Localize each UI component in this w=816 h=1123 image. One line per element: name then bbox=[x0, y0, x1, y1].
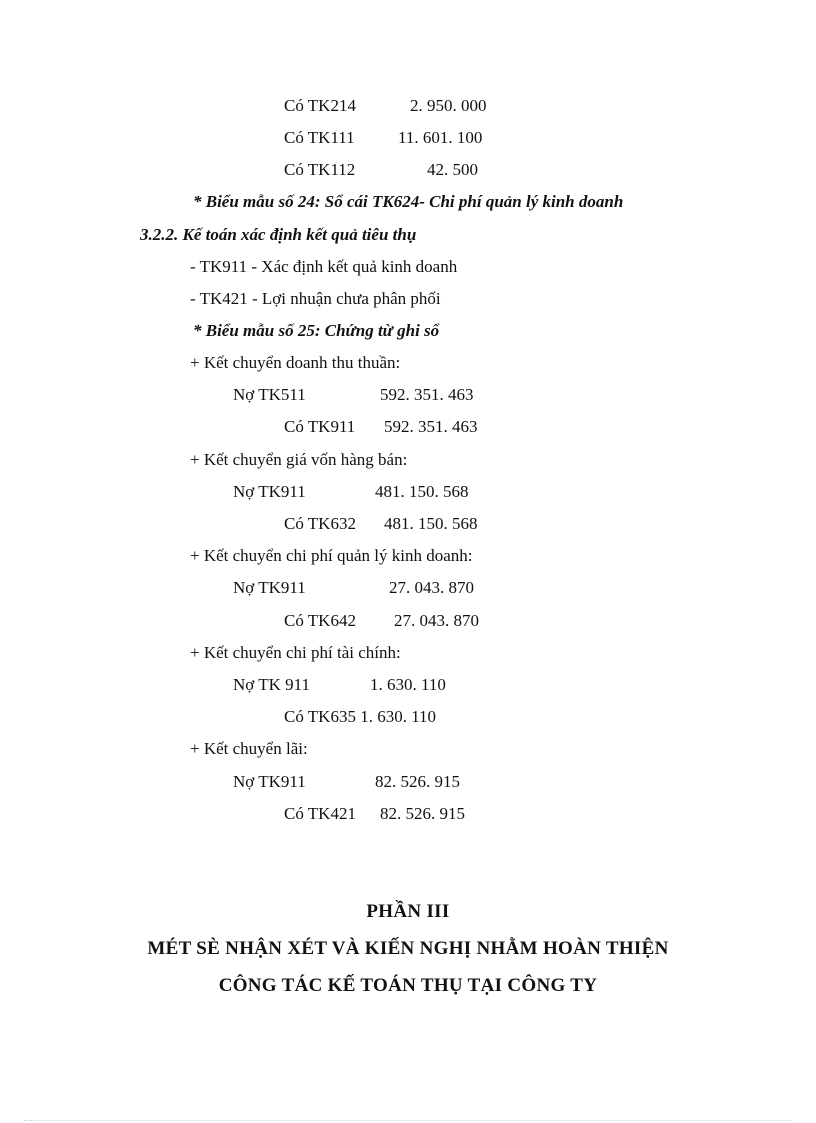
credit-label: Có TK421 bbox=[284, 804, 356, 823]
entry-amount: 11. 601. 100 bbox=[398, 128, 483, 147]
transfer-heading: + Kết chuyển lãi: bbox=[190, 739, 308, 758]
transfer-heading: + Kết chuyển chi phí tài chính: bbox=[190, 643, 401, 662]
page-bottom-rule bbox=[24, 1120, 792, 1121]
debit-label: Nợ TK511 bbox=[233, 385, 306, 404]
form-25-caption: * Biểu mẫu số 25: Chứng từ ghi sổ bbox=[193, 321, 440, 340]
part-title-line1: MÉT SÈ NHẬN XÉT VÀ KIẾN NGHỊ NHẰM HOÀN THIỆN bbox=[147, 938, 669, 959]
credit-entry: Có TK635 1. 630. 110 bbox=[284, 707, 437, 726]
credit-label: Có TK642 bbox=[284, 611, 356, 630]
debit-label: Nợ TK 911 bbox=[233, 675, 310, 694]
entry-label: Có TK214 bbox=[284, 96, 356, 115]
debit-label: Nợ TK911 bbox=[233, 772, 306, 791]
entry-label: Có TK112 bbox=[284, 160, 356, 179]
debit-amount: 1. 630. 110 bbox=[370, 675, 446, 694]
credit-amount: 27. 043. 870 bbox=[394, 611, 479, 630]
debit-label: Nợ TK911 bbox=[233, 482, 306, 501]
form-24-caption: * Biểu mẫu số 24: Sổ cái TK624- Chi phí quản lý kinh doanh bbox=[193, 192, 624, 211]
section-heading: 3.2.2. Kế toán xác định kết quả tiêu thụ bbox=[140, 225, 417, 244]
credit-label: Có TK911 bbox=[284, 417, 356, 436]
entry-amount: 42. 500 bbox=[427, 160, 478, 179]
credit-amount: 82. 526. 915 bbox=[380, 804, 465, 823]
transfer-heading: + Kết chuyển giá vốn hàng bán: bbox=[190, 450, 408, 469]
part-heading: PHẦN III bbox=[366, 901, 450, 922]
credit-amount: 481. 150. 568 bbox=[384, 514, 478, 533]
entry-label: Có TK111 bbox=[284, 128, 355, 147]
credit-label: Có TK632 bbox=[284, 514, 356, 533]
debit-amount: 82. 526. 915 bbox=[375, 772, 460, 791]
debit-amount: 27. 043. 870 bbox=[389, 578, 474, 597]
transfer-heading: + Kết chuyển doanh thu thuần: bbox=[190, 353, 401, 372]
debit-label: Nợ TK911 bbox=[233, 578, 306, 597]
account-definition: - TK421 - Lợi nhuận chưa phân phối bbox=[190, 289, 441, 308]
entry-amount: 2. 950. 000 bbox=[410, 96, 487, 115]
transfer-heading: + Kết chuyển chi phí quản lý kinh doanh: bbox=[190, 546, 473, 565]
debit-amount: 592. 351. 463 bbox=[380, 385, 474, 404]
debit-amount: 481. 150. 568 bbox=[375, 482, 469, 501]
part-title-line2: CÔNG TÁC KẾ TOÁN THỤ TẠI CÔNG TY bbox=[218, 975, 598, 996]
credit-amount: 592. 351. 463 bbox=[384, 417, 478, 436]
account-definition: - TK911 - Xác định kết quả kinh doanh bbox=[190, 257, 458, 276]
